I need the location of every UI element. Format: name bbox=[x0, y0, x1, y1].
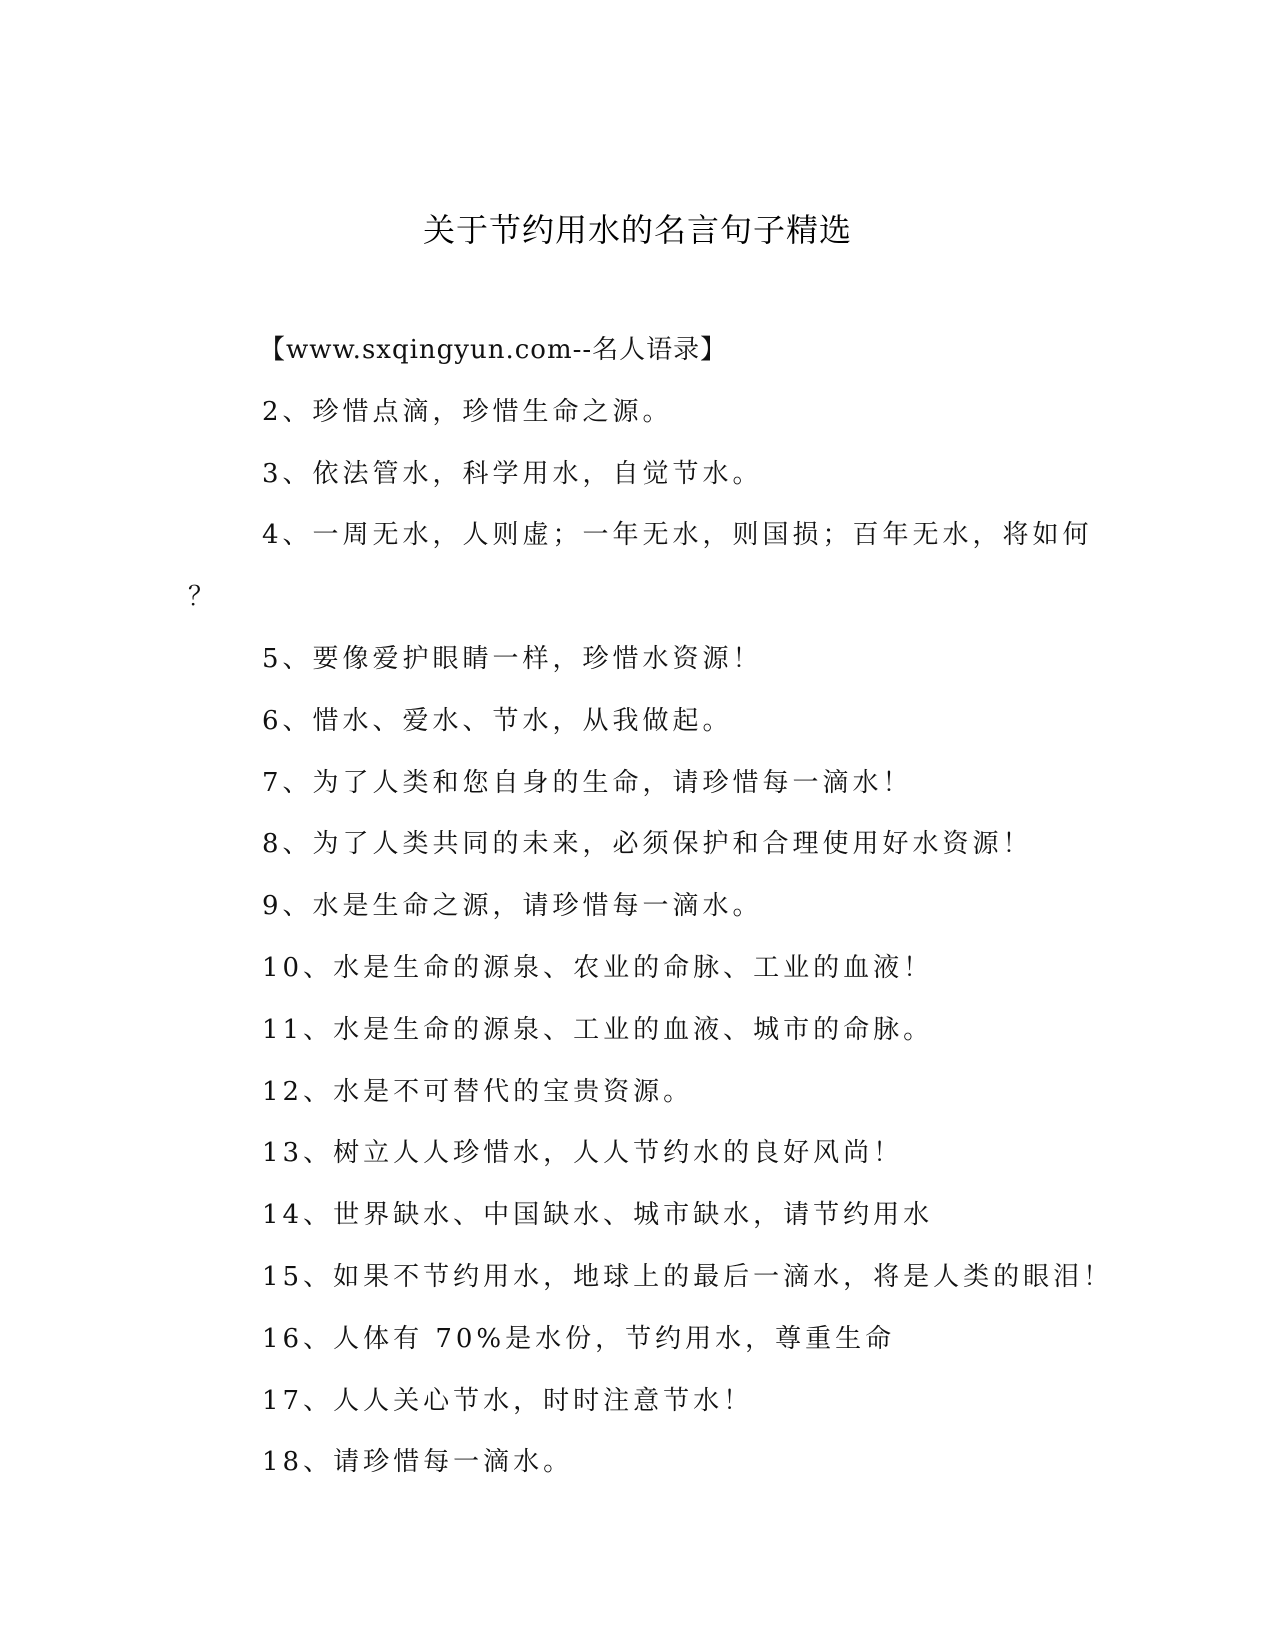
quote-line-16: 16、人体有 70%是水份，节约用水，尊重生命 bbox=[262, 1323, 896, 1354]
quote-line-14: 14、世界缺水、中国缺水、城市缺水，请节约用水 bbox=[262, 1200, 934, 1231]
document-body bbox=[0, 330, 1275, 1504]
quote-line-11: 11、水是生命的源泉、工业的血液、城市的命脉。 bbox=[262, 1014, 934, 1045]
document-title: 关于节约用水的名言句子精选 bbox=[422, 211, 852, 249]
quote-line-12: 12、水是不可替代的宝贵资源。 bbox=[262, 1076, 694, 1107]
quote-line-17: 17、人人关心节水，时时注意节水！ bbox=[262, 1385, 754, 1416]
quote-line-18: 18、请珍惜每一滴水。 bbox=[262, 1447, 574, 1478]
quote-line-9: 9、水是生命之源，请珍惜每一滴水。 bbox=[262, 891, 763, 922]
quote-line-6: 6、惜水、爱水、节水，从我做起。 bbox=[262, 705, 733, 736]
source-line: 【www.sxqingyun.com--名人语录】 bbox=[259, 335, 728, 365]
quote-line-4: 4、一周无水，人则虚；一年无水，则国损；百年无水，将如何 bbox=[262, 520, 1093, 551]
quote-line-13: 13、树立人人珍惜水，人人节约水的良好风尚！ bbox=[262, 1138, 904, 1169]
quote-line-10: 10、水是生命的源泉、农业的命脉、工业的血液！ bbox=[262, 952, 934, 983]
quote-line-4-continuation: ？ bbox=[188, 582, 219, 613]
quote-line-3: 3、依法管水，科学用水，自觉节水。 bbox=[262, 458, 763, 489]
quote-line-8: 8、为了人类共同的未来，必须保护和合理使用好水资源！ bbox=[262, 829, 1033, 860]
quote-line-7: 7、为了人类和您自身的生命，请珍惜每一滴水！ bbox=[262, 767, 913, 798]
quote-line-5: 5、要像爱护眼睛一样，珍惜水资源！ bbox=[262, 643, 763, 674]
quote-line-15: 15、如果不节约用水，地球上的最后一滴水，将是人类的眼泪！ bbox=[262, 1261, 1114, 1292]
quote-line-2: 2、珍惜点滴，珍惜生命之源。 bbox=[262, 396, 673, 427]
